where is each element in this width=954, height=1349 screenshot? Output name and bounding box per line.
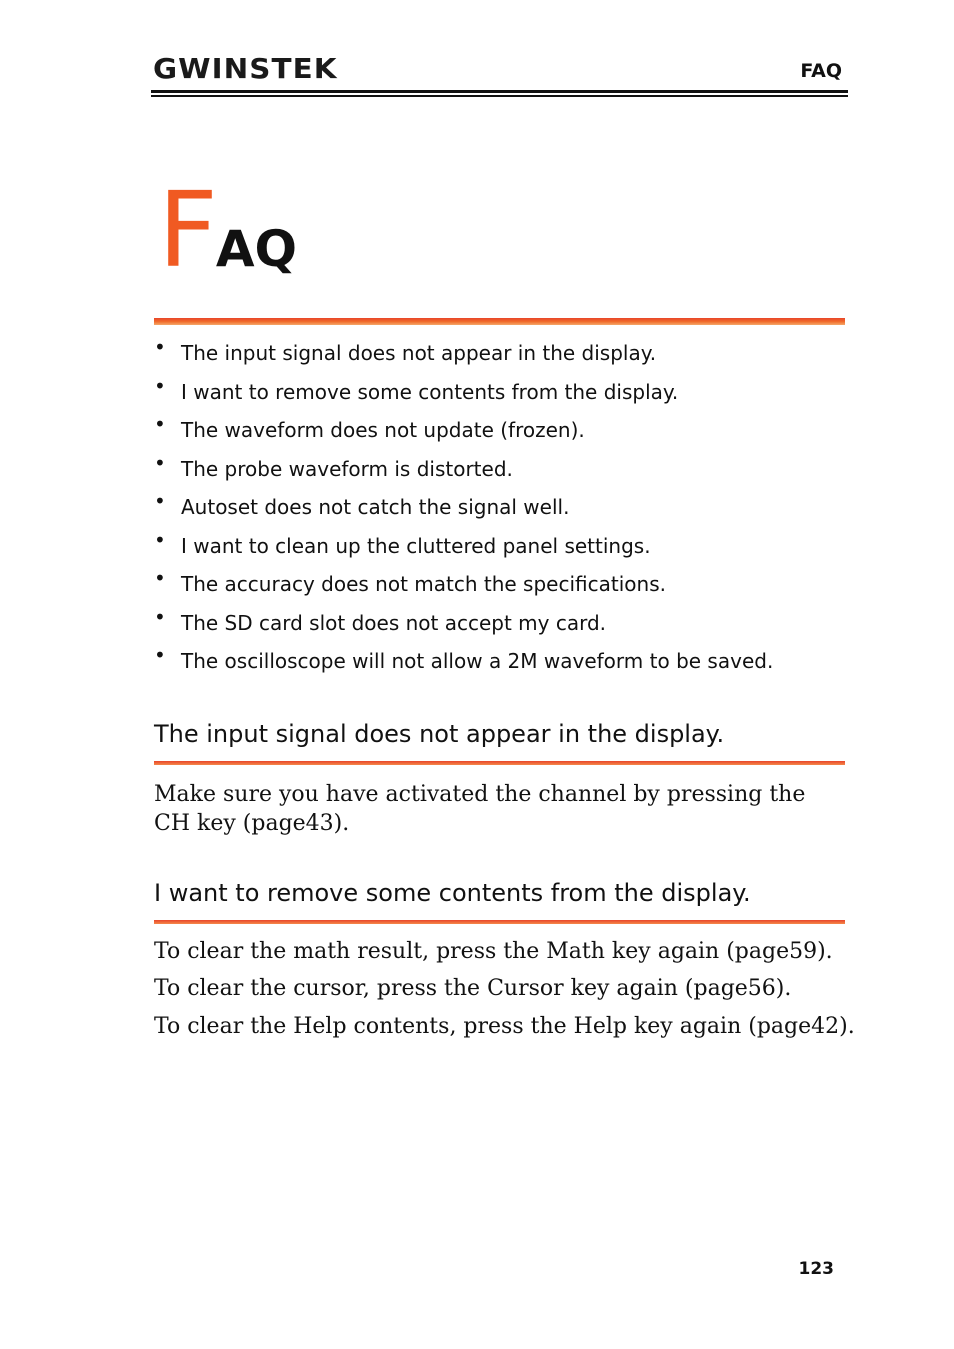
list-item-text: The waveform does not update (frozen). (181, 418, 585, 442)
bullet-icon: • (154, 527, 166, 552)
list-item (154, 642, 844, 681)
header-rule-thin (151, 95, 848, 97)
list-item (154, 450, 844, 489)
list-item (154, 565, 844, 604)
section-divider (154, 920, 845, 924)
chapter-title-rest: AQ (215, 220, 298, 278)
header-section-label: FAQ (800, 60, 842, 82)
bullet-icon: • (154, 489, 166, 513)
list-item (154, 411, 844, 450)
bullet-icon: • (154, 412, 166, 436)
section-body-line: To clear the Help contents, press the Help key again (page42). (154, 1014, 855, 1039)
list-item-text: The probe waveform is distorted. (181, 456, 513, 481)
list-item-text: Autoset does not catch the signal well. (181, 495, 570, 519)
section-body-line: To clear the cursor, press the Cursor key again (page56). (154, 976, 792, 1001)
bullet-icon: • (154, 335, 166, 359)
list-item-text: The SD card slot does not accept my card. (181, 610, 607, 635)
chapter-title-initial: F (158, 169, 214, 291)
header-rule (151, 90, 848, 93)
chapter-title (158, 169, 298, 298)
section-body-text: Make sure you have activated the channel by pressing the CH key (page43). (154, 782, 806, 836)
bullet-icon: • (154, 566, 166, 590)
section-body-line: To clear the math result, press the Math key again (page59). (154, 939, 833, 964)
section-heading-input-signal: The input signal does not appear in the display. (154, 720, 725, 748)
list-item-text: I want to clean up the cluttered panel settings. (181, 533, 651, 558)
bullet-icon: • (154, 643, 166, 667)
list-item-text: I want to remove some contents from the display. (181, 379, 679, 404)
list-item (154, 373, 844, 412)
list-item-text: The accuracy does not match the specifications. (181, 572, 666, 596)
bullet-icon: • (154, 450, 166, 475)
list-item-text: The oscilloscope will not allow a 2M waveform to be saved. (181, 649, 774, 673)
bullet-icon: • (154, 604, 166, 629)
section-heading-remove-contents: I want to remove some contents from the display. (154, 879, 751, 907)
list-item (154, 604, 844, 643)
faq-topic-list (154, 334, 844, 681)
brand-logo: GWINSTEK (153, 52, 338, 85)
list-item-text: The input signal does not appear in the display. (181, 341, 657, 365)
list-item (154, 334, 844, 373)
page-number: 123 (798, 1259, 834, 1279)
list-item (154, 527, 844, 566)
section-divider (154, 761, 845, 765)
bullet-icon: • (154, 373, 166, 398)
chapter-divider (154, 318, 845, 325)
list-item (154, 488, 844, 527)
